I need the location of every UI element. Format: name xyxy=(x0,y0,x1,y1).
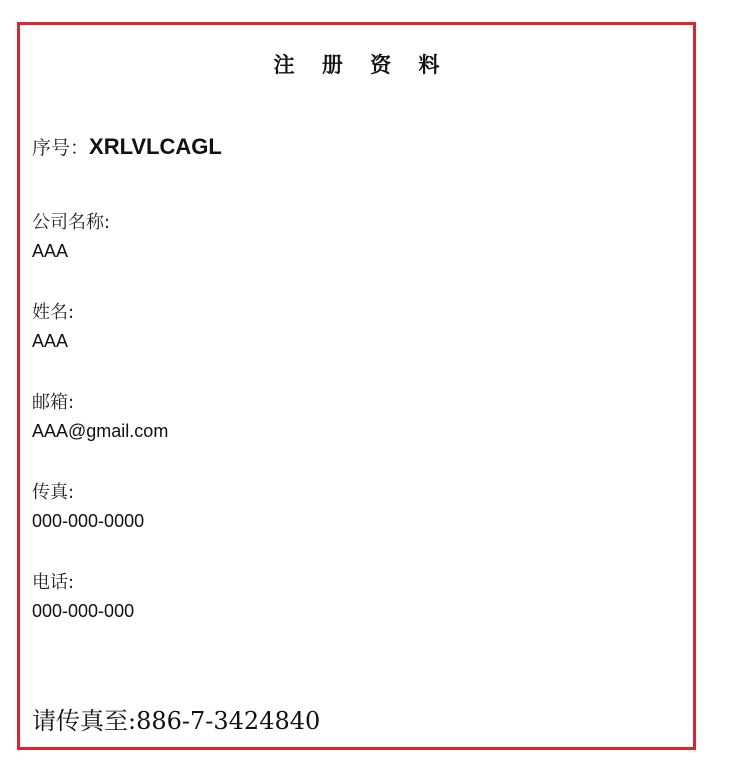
company-name-label: 公司名称: xyxy=(32,212,111,233)
field-phone xyxy=(32,571,134,623)
fax-value: 000-000-0000 xyxy=(32,511,145,531)
phone-value: 000-000-000 xyxy=(32,601,135,621)
form-title: 注 册 资 料 xyxy=(273,52,450,77)
phone-label: 电话: xyxy=(32,572,75,593)
serial-number-value: XRLVLCAGL xyxy=(89,134,222,159)
field-fax xyxy=(32,481,144,533)
fax-to-note: 请传真至:886-7-3424840 xyxy=(32,707,321,735)
email-value: AAA@gmail.com xyxy=(32,421,169,441)
field-name xyxy=(32,301,74,353)
company-name-value: AAA xyxy=(32,241,69,261)
field-email xyxy=(32,391,168,443)
email-label: 邮箱: xyxy=(32,392,75,413)
fax-label: 传真: xyxy=(32,482,75,503)
serial-number-label: 序号： xyxy=(32,137,90,159)
name-value: AAA xyxy=(32,331,69,351)
registration-form-frame xyxy=(17,22,696,750)
name-label: 姓名: xyxy=(32,302,75,323)
field-company-name xyxy=(32,211,110,263)
serial-number xyxy=(32,133,222,160)
